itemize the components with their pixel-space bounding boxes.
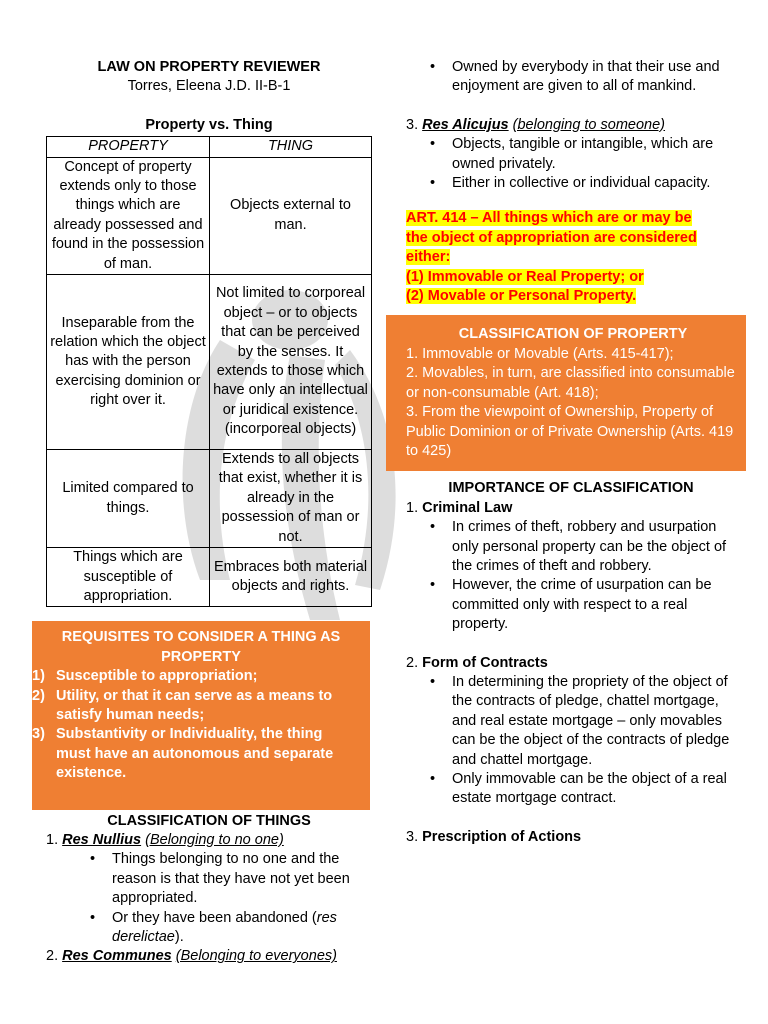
res-nullius-term: Res Nullius: [62, 831, 142, 848]
res-alicujus-term: Res Alicujus: [422, 116, 509, 133]
list-text: Substantivity or Individuality, the thing must have an autonomous and separate existence.: [56, 726, 334, 782]
list-item: • Either in collective or individual capacity.: [430, 174, 734, 193]
list-item: • Owned by everybody in that their use and enjoyment are given to all of mankind.: [430, 58, 734, 97]
res-communes-term: Res Communes: [62, 948, 172, 965]
res-nullius-desc: (Belonging to no one): [145, 831, 284, 848]
column-header-property: PROPERTY: [47, 137, 210, 157]
res-nullius-list: [90, 850, 372, 947]
left-column: [32, 58, 372, 967]
art-414-line: ART. 414 – All things which are or may be: [406, 210, 692, 227]
res-communes-desc: (Belonging to everyones): [175, 948, 337, 965]
table-row: [47, 157, 372, 274]
importance-heading-form-of-contracts: [388, 654, 734, 673]
list-item: [32, 725, 360, 783]
list-item: • However, the crime of usurpation can be committed only with respect to a real property.: [430, 576, 734, 634]
property-vs-thing-table: [46, 136, 372, 607]
table-cell-property: Concept of property extends only to those things which are already possessed and found in the possession of man.: [47, 157, 210, 274]
importance-title: IMPORTANCE OF CLASSIFICATION: [448, 480, 694, 497]
table-row: [47, 275, 372, 450]
list-item: 2. Movables, in turn, are classified into consumable or non-consumable (Art. 418);: [406, 365, 735, 401]
list-item: • In determining the propriety of the object of the contracts of pledge, chattel mortgage, and real estate mortgage – only movables can be the object of the contracts of pledge and chattel mortgage.: [430, 673, 734, 770]
res-communes-list: [430, 58, 734, 97]
table-row: [47, 548, 372, 607]
res-alicujus-list: [430, 135, 734, 193]
art-414-block: [388, 209, 734, 306]
list-item: • Only immovable can be the object of a real estate mortgage contract.: [430, 770, 734, 809]
classification-property-box: [386, 315, 746, 471]
res-communes-heading: [46, 947, 372, 966]
table-caption: Property vs. Thing: [145, 116, 273, 133]
art-414-line: the object of appropriation are considered: [406, 229, 697, 246]
table-row: [47, 450, 372, 548]
table-cell-thing: Extends to all objects that exist, whether it is already in the possession of man or not.: [210, 450, 372, 548]
list-item: 1. Immovable or Movable (Arts. 415-417);: [406, 345, 674, 362]
table-cell-thing: Not limited to corporeal object – or to objects that can be perceived by the senses. It extends to those which have only an intellectual or juridical existence. (incorporeal objects): [210, 275, 372, 450]
list-item: • In crimes of theft, robbery and usurpation only personal property can be the object of the crimes of theft and robbery.: [430, 518, 734, 576]
list-number: 3.: [406, 828, 419, 845]
list-item: • Objects, tangible or intangible, which are owned privately.: [430, 135, 734, 174]
classification-property-title: CLASSIFICATION OF PROPERTY: [458, 326, 688, 343]
list-text: Susceptible to appropriation;: [56, 668, 258, 685]
list-number: 1.: [46, 831, 59, 848]
list-item: [32, 687, 360, 726]
list-number: 3.: [406, 116, 419, 133]
art-414-line: (1) Immovable or Real Property; or: [406, 268, 644, 285]
list-text: Utility, or that it can serve as a means to satisfy human needs;: [56, 687, 333, 723]
document-author: Torres, Eleena J.D. II-B-1: [127, 78, 291, 95]
list-text: Or they have been abandoned (: [112, 909, 317, 926]
list-text: ).: [174, 929, 184, 945]
art-414-line: (2) Movable or Personal Property.: [406, 288, 637, 305]
res-nullius-heading: [46, 831, 372, 850]
list-number: 2.: [406, 654, 419, 671]
table-cell-thing: Embraces both material objects and rights.: [210, 548, 372, 607]
table-cell-property: Inseparable from the relation which the object has with the person exercising dominion or right over it.: [47, 275, 210, 450]
table-cell-property: Things which are susceptible of appropriation.: [47, 548, 210, 607]
list-number: 3): [32, 726, 45, 743]
section-heading: Criminal Law: [422, 499, 513, 516]
section-heading: Form of Contracts: [422, 654, 548, 671]
list-number: 1): [32, 668, 45, 685]
section-heading: Prescription of Actions: [422, 828, 582, 845]
list-number: 2.: [46, 948, 59, 965]
column-header-thing: THING: [210, 137, 372, 157]
right-column: [388, 58, 734, 847]
form-of-contracts-list: [430, 673, 734, 809]
list-item: • Things belonging to no one and the reason is that they have not yet been appropriated.: [90, 850, 372, 908]
table-cell-property: Limited compared to things.: [47, 450, 210, 548]
requisites-title: REQUISITES TO CONSIDER A THING AS PROPERTY: [61, 629, 341, 665]
list-number: 2): [32, 687, 45, 704]
list-item: [90, 909, 372, 948]
art-414-line: either:: [406, 249, 451, 266]
list-text-italic: res derelictae: [112, 909, 337, 945]
importance-heading-prescription: [388, 828, 734, 847]
document-title: LAW ON PROPERTY REVIEWER: [97, 59, 321, 75]
table-cell-thing: Objects external to man.: [210, 157, 372, 274]
list-item: [32, 667, 360, 686]
list-number: 1.: [406, 499, 419, 516]
criminal-law-list: [430, 518, 734, 634]
res-alicujus-desc: (belonging to someone): [512, 116, 666, 133]
requisites-list: [32, 667, 360, 783]
list-item: 3. From the viewpoint of Ownership, Property of Public Dominion or of Private Ownership (Arts. 419 to 425): [406, 404, 734, 459]
requisites-box: [32, 621, 370, 809]
classification-things-title: CLASSIFICATION OF THINGS: [107, 812, 311, 829]
importance-heading-criminal-law: [388, 499, 734, 518]
res-alicujus-heading: [388, 116, 734, 135]
